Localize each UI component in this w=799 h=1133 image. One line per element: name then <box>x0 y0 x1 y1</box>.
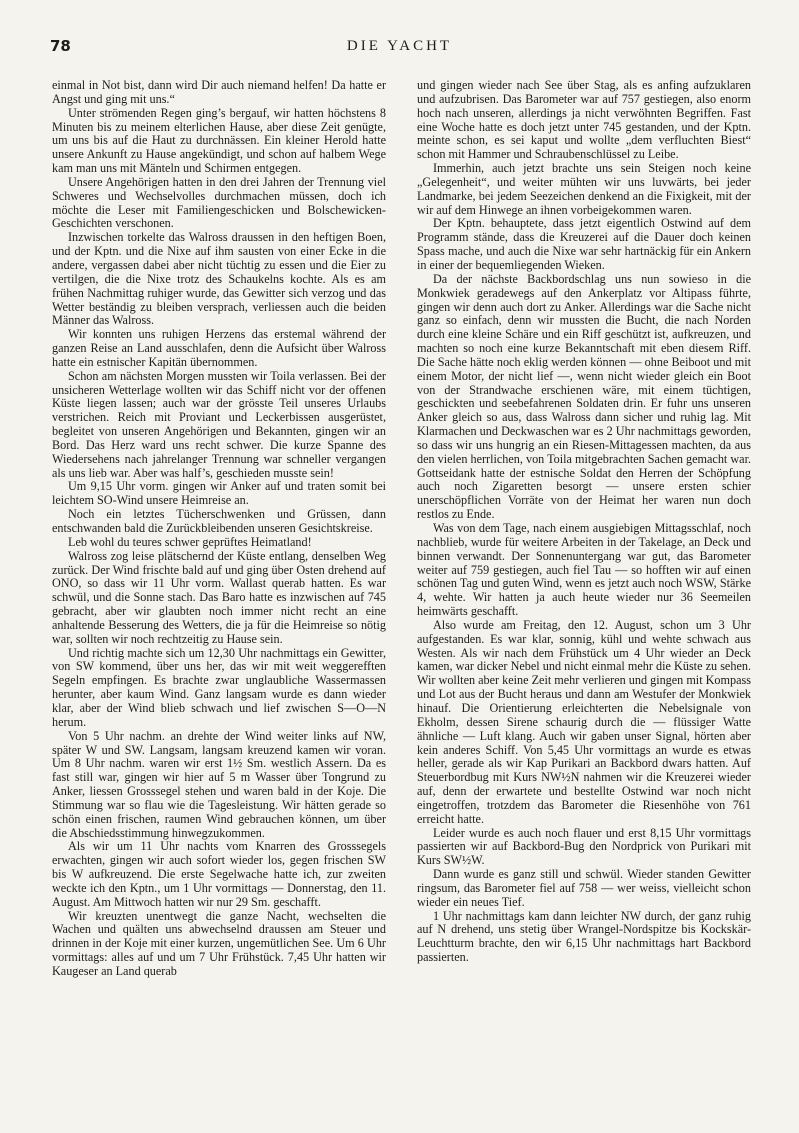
paragraph: einmal in Not bist, dann wird Dir auch niemand helfen! Da hatte er Angst und ging mit uns.“ <box>52 78 386 106</box>
running-head-title: DIE YACHT <box>346 38 453 54</box>
right-column <box>417 79 751 965</box>
paragraph: Also wurde am Freitag, den 12. August, schon um 3 Uhr aufgestanden. Es war klar, sonnig, kühl und wehte schwach aus Westen. Als wir nach dem Frühstück um 4 Uhr wieder an Deck kamen, war dicker Nebel und nicht einmal mehr die Küste zu sehen. Wir wollten aber keine Zeit mehr verlieren und gingen mit Kompass und Lot aus der Bucht heraus und dann am Westufer der Monkwiek hinauf. Die Orientierung erleichterten die Nebelsignale von Ekholm, dessen Sirene schaurig durch die — flüssiger Watte ähnliche — Luft klang. Auch wir gaben unser Signal, hörten aber kein anderes Schiff. Von 5,45 Uhr vormittags an wurde es etwas heller, gerade als wir Kap Purikari an Backbord dwars hatten. Auf Steuerbordbug mit Kurs NW½N nahmen wir die Kreuzerei wieder auf, denn der erwartete und bestellte Ostwind war noch nicht eingetroffen, trotzdem das Barometer die Riesenhöhe von 761 erreicht hatte. <box>417 617 751 826</box>
paragraph: Und richtig machte sich um 12,30 Uhr nachmittags ein Gewitter, von SW kommend, über uns her, das wir mit weit weggerefften Segeln empfingen. Es brachte zwar unglaubliche Wassermassen herunter, aber kaum Wind. Ganz langsam wurde es dann wieder klar, aber der Wind blieb schwach und lief zwischen S—O—N herum. <box>52 645 386 729</box>
paragraph: Schon am nächsten Morgen mussten wir Toila verlassen. Bei der unsicheren Wetterlage wollten wir das Schiff nicht vor der offenen Küste liegen lassen; auch war der grösste Teil unseres Urlaubs verstrichen. Reich mit Proviant und Leckerbissen ausgerüstet, begleitet von unseren Angehörigen und Bekannten, gingen wir an Bord. Das Herz ward uns recht schwer. Die kurze Spanne des Wiedersehens nach jahrelanger Trennung war schneller vergangen als uns lieb war. Aber was half’s, geschieden musste sein! <box>52 368 386 480</box>
paragraph: Unter strömenden Regen ging’s bergauf, wir hatten höchstens 8 Minuten bis zu meinem elterlichen Hause, aber diese Zeit genügte, um uns bis auf die Haut zu durchnässen. Ein kleiner Herold hatte unsere Ankunft zu Hause angekündigt, und schon auf halbem Wege kam man uns mit Mänteln und Schirmen entgegen. <box>52 105 386 176</box>
paragraph: Von 5 Uhr nachm. an drehte der Wind weiter links auf NW, später W und SW. Langsam, langsam kreuzend kamen wir voran. Um 8 Uhr nachm. waren wir erst 1½ Sm. westlich Assern. Da es fast still war, gingen wir hier auf 5 m Wasser über Tongrund zu Anker, liessen Grosssegel stehen und waren bald in der Koje. Die Stimmung war so flau wie die Tagesleistung. Wir hätten gerade so schön einen frischen, raumen Wind gebrauchen können, um über die Abschiedsstimmung hinwegzukommen. <box>52 728 386 840</box>
paragraph: Was von dem Tage, nach einem ausgiebigen Mittagsschlaf, noch nachblieb, wurde für weitere Arbeiten in der Takelage, an Deck und binnen verwandt. Der Sonnenuntergang war gut, das Barometer weiter auf 759 gestiegen, auch fiel Tau — so hofften wir auf einen schönen Tag und guten Wind, wenn es jetzt auch noch WSW, Stärke 4, wehte. Wir hatten ja auch heute wieder nur 36 Seemeilen heimwärts geschafft. <box>417 521 751 619</box>
paragraph: Noch ein letztes Tücherschwenken und Grüssen, dann entschwanden bald die Zurückbleibenden unseren Gesichtskreise. <box>52 507 386 535</box>
paragraph: Der Kptn. behauptete, dass jetzt eigentlich Ostwind auf dem Programm stände, dass die Kreuzerei auf die Dauer doch keinen Spass mache, und auch die Nixe war sehr hartnäckig für ein Ankern in einer der bequemliegenden Wieken. <box>417 216 751 272</box>
paragraph: Dann wurde es ganz still und schwül. Wieder standen Gewitter ringsum, das Barometer fiel auf 758 — wer weiss, vielleicht schon wieder ein neues Tief. <box>417 867 751 909</box>
paragraph: Walross zog leise plätschernd der Küste entlang, denselben Weg zurück. Der Wind frischte bald auf und ging über Osten drehend auf ONO, so dass wir 11 Uhr vorm. Wallast querab hatten. Es war schwül, und die Sonne stach. Das Baro hatte es inzwischen auf 745 gebracht, aber wir glaubten noch immer nicht recht an eine anhaltende Besserung des Wetters, die ja für die Heimreise so nötig war, sollten wir noch rechtzeitig zu Hause sein. <box>52 548 386 646</box>
paragraph: Leb wohl du teures schwer geprüftes Heimatland! <box>68 534 312 549</box>
paragraph: Da der nächste Backbordschlag uns nun sowieso in die Monkwiek geradewegs auf den Ankerplatz vor Altipass führte, gingen wir denn auch dort zu Anker. Allerdings war die Sache nicht ganz so einfach, denn wir mussten die Bucht, die nach Norden durch eine kleine Schäre und ein Riff geschützt ist, aufkreuzen, und machten so noch eine kurze Bekanntschaft mit eben diesem Riff. Die Sache hätte noch eklig werden können — ohne Beiboot und mit einem Motor, der nicht lief —, wenn nicht wieder gleich ein Boot von der Strandwache erschienen wäre, mit einem tüchtigen, geschickten und seebefahrenen Soldaten drin. Er fuhr uns unseren Anker gleich so aus, dass Walross dann sicher und ruhig lag. Mit Klarmachen und Deckwaschen war es 2 Uhr nachmittags geworden, so dass wir uns hungrig an ein Riesen-Mittagessen machten, da aus den vielen herrlichen, von Toila mitgebrachten Sachen gemacht war. Gottseidank hatte der estnische Soldat den Herren der Schöpfung auch noch Zigaretten besorgt — unsere ersten schier unerschöpflichen Vorräte von der Heimat her waren nun doch restlos zu Ende. <box>417 271 751 522</box>
paragraph: und gingen wieder nach See über Stag, als es anfing aufzuklaren und aufzubrisen. Das Barometer war auf 757 gestiegen, also enorm hoch nach unseren, allerdings ja nicht verwöhnten Begriffen. Fast eine Woche hatte es doch jetzt unter 745 gestanden, und der Kptn. meinte schon, es sei kaput und wollte „dem verfluchten Biest“ schon mit Hammer und Schraubenschlüssel zu Leibe. <box>417 78 751 162</box>
paragraph: Wir konnten uns ruhigen Herzens das erstemal während der ganzen Reise an Land ausschlafen, denn die Aufsicht über Walross hatte ein estnischer Kapitän übernommen. <box>52 327 386 369</box>
paragraph: Immerhin, auch jetzt brachte uns sein Steigen noch keine „Gelegenheit“, und weiter mühten wir uns luvwärts, bei jeder Landmarke, bei jedem Seezeichen denkend an die Fixigkeit, mit der wir auf dem Hinwege an ihnen vorbeigekommen waren. <box>417 161 751 217</box>
paragraph: Leider wurde es auch noch flauer und erst 8,15 Uhr vormittags passierten wir auf Backbord-Bug den Nordprick von Purikari mit Kurs SW½W. <box>417 825 751 868</box>
paragraph: Als wir um 11 Uhr nachts vom Knarren des Grosssegels erwachten, gingen wir auch sofort wieder los, gegen frischen SW bis W aufkreuzend. Die erste Segelwache hatte ich, zur zweiten weckte ich den Kptn., um 1 Uhr vormittags — Donnerstag, den 11. August. Am Mittwoch hatten wir nur 29 Sm. geschafft. <box>52 839 386 909</box>
paragraph: Wir kreuzten unentwegt die ganze Nacht, wechselten die Wachen und quälten uns abwechselnd draussen am Steuer und drinnen in der Koje mit einer kurzen, ungemütlichen See. Um 6 Uhr vormittags: alles auf und um 7 Uhr Frühstück. 7,45 Uhr hatten wir Kaugeser an Land querab <box>52 908 386 978</box>
paragraph: Inzwischen torkelte das Walross draussen in den heftigen Boen, und der Kptn. und die Nixe auf ihm sausten von einer Ecke in die andere, vergassen dabei aber nicht tüchtig zu essen und die Eier zu vertilgen, die die Nixe trotz des Schaukelns kochte. Als es am frühen Nachmittag ruhiger wurde, das Gewitter sich verzog und das Wetter beständig zu bleiben versprach, verliessen auch die beiden Männer das Walross. <box>52 230 386 328</box>
paragraph: 1 Uhr nachmittags kam dann leichter NW durch, der ganz ruhig auf N drehend, uns stetig über Wrangel-Nordspitze bis Kockskär-Leuchtturm brachte, den wir 6,15 Uhr nachmittags hart Backbord passierten. <box>417 908 751 965</box>
left-column <box>52 79 386 979</box>
paragraph: Um 9,15 Uhr vorm. gingen wir Anker auf und traten somit bei leichtem SO-Wind unsere Heimreise an. <box>52 479 386 508</box>
page-number: 78 <box>50 37 71 55</box>
paragraph: Unsere Angehörigen hatten in den drei Jahren der Trennung viel Schweres und Wechselvolles durchmachen müssen, doch ich möchte die Leser mit Familiengeschicken und Bolschewicken-Geschichten verschonen. <box>52 174 386 231</box>
